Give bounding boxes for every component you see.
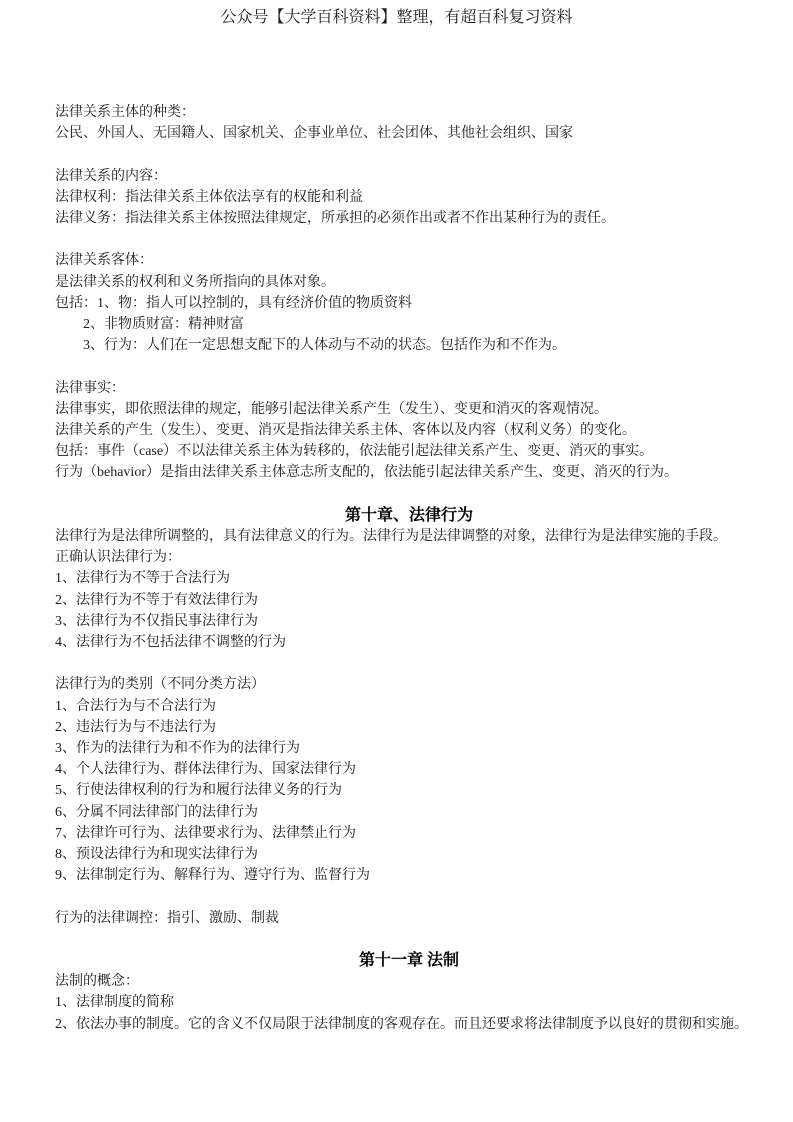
text-line: 3、行为：人们在一定思想支配下的人体动与不动的状态。包括作为和不作为。 [83,338,566,354]
paragraph [55,971,763,1035]
text-line: 行为（behavior）是指由法律关系主体意志所支配的，依法能引起法律关系产生、变更、消灭的行为。 [55,465,678,481]
text-line: 法律事实： [55,380,125,396]
paragraph [55,166,763,230]
chapter-heading: 第十一章 法制 [358,952,459,970]
text-line: 公民、外国人、无国籍人、国家机关、企事业单位、社会团体、其他社会组织、国家 [55,126,573,142]
text-line: 6、分属不同法律部门的法律行为 [55,804,258,820]
paragraph [55,378,763,484]
text-line: 法律行为的类别（不同分类方法） [55,677,265,693]
text-line: 4、法律行为不包括法律不调整的行为 [55,635,286,651]
text-line: 法律权利：指法律关系主体依法享有的权能和利益 [55,189,363,205]
paragraph [55,102,763,144]
text-line: 法律行为是法律所调整的，具有法律意义的行为。法律行为是法律调整的对象，法律行为是法律实施的手段。 [55,529,727,544]
text-line: 行为的法律调控：指引、激励、制裁 [55,910,279,926]
text-line: 3、作为的法律行为和不作为的法律行为 [55,741,300,757]
text-line: 法律关系的产生（发生）、变更、消灭是指法律关系主体、客体以及内容（权利义务）的变化。 [55,423,636,438]
text-line: 5、行使法律权利的行为和履行法律义务的行为 [55,783,342,799]
text-line: 是法律关系的权利和义务所指向的具体对象。 [55,274,335,290]
text-line: 2、依法办事的制度。它的含义不仅局限于法律制度的客观存在。而且还要求将法律制度予以良好的贯彻和实施。 [55,1016,748,1032]
text-line: 包括：1、物：指人可以控制的，具有经济价值的物质资料 [55,295,412,311]
text-line: 包括：事件（case）不以法律关系主体为转移的，依法能引起法律关系产生、变更、消灭的事实。 [55,444,654,460]
text-line: 法律事实，即依照法律的规定，能够引起法律关系产生（发生）、变更和消灭的客观情况。 [55,401,608,417]
text-line: 1、法律行为不等于合法行为 [55,571,230,587]
text-line: 法律义务：指法律关系主体按照法律规定，所承担的必须作出或者不作出某种行为的责任。 [55,211,615,226]
text-line: 2、违法行为与不违法行为 [55,719,216,735]
text-line: 3、法律行为不仅指民事法律行为 [55,613,258,629]
text-line: 法律关系主体的种类： [55,105,195,120]
text-line: 4、个人法律行为、群体法律行为、国家法律行为 [55,762,356,778]
paragraph [55,250,763,356]
page-header: 公众号【大学百科资料】整理，有超百科复习资料 [220,9,573,26]
document-body [0,102,793,1035]
text-line: 1、法律制度的简称 [55,995,174,1011]
text-line: 1、合法行为与不合法行为 [55,698,216,714]
paragraph [55,908,763,929]
paragraph [55,526,763,653]
text-line: 法律关系客体： [55,253,153,269]
chapter-heading: 第十章、法律行为 [344,506,473,524]
text-line: 法制的概念： [55,974,139,990]
text-line: 2、非物质财富：精神财富 [83,317,244,332]
text-line: 8、预设法律行为和现实法律行为 [55,847,258,863]
text-line: 2、法律行为不等于有效法律行为 [55,592,258,608]
text-line: 9、法律制定行为、解释行为、遵守行为、监督行为 [55,868,370,884]
text-line: 正确认识法律行为： [55,550,181,566]
text-line: 7、法律许可行为、法律要求行为、法律禁止行为 [55,825,356,841]
paragraph [55,674,763,886]
text-line: 法律关系的内容： [55,168,167,184]
